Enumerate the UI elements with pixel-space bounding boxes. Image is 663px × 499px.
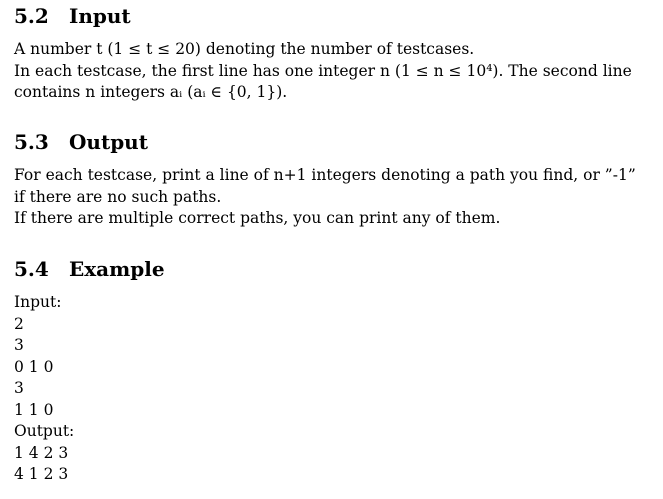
section-heading-input: [14, 4, 131, 28]
body-line: contains n integers aᵢ (aᵢ ∈ {0, 1}).: [14, 83, 288, 101]
section-number: 5.2: [14, 4, 49, 28]
section-number: 5.3: [14, 130, 49, 154]
example-line: 0 1 0: [14, 357, 54, 376]
body-line: if there are no such paths.: [14, 187, 222, 206]
example-line: 1 4 2 3: [14, 443, 69, 462]
body-line: For each testcase, print a line of n+1 integers denoting a path you find, or ”-1”: [14, 166, 636, 184]
section-title: Example: [69, 257, 165, 281]
section-title: Input: [69, 4, 131, 28]
section-body-example: [14, 292, 74, 486]
body-line: If there are multiple correct paths, you can print any of them.: [14, 209, 501, 227]
example-line: 4 1 2 3: [14, 465, 69, 483]
example-line: 1 1 0: [14, 400, 54, 419]
body-line: In each testcase, the first line has one integer n (1 ≤ n ≤ 10⁴). The second line: [14, 61, 632, 80]
section-heading-example: [14, 257, 165, 281]
section-number: 5.4: [14, 257, 49, 281]
example-line: Output:: [14, 422, 75, 440]
section-title: Output: [69, 130, 148, 154]
example-line: 3: [14, 336, 24, 354]
example-line: 2: [14, 314, 24, 333]
section-body-input: [14, 39, 632, 104]
section-body-output: [14, 165, 636, 230]
section-heading-output: [14, 130, 148, 154]
example-line: 3: [14, 379, 24, 397]
example-line: Input:: [14, 293, 62, 311]
body-line: A number t (1 ≤ t ≤ 20) denoting the number of testcases.: [14, 40, 475, 58]
